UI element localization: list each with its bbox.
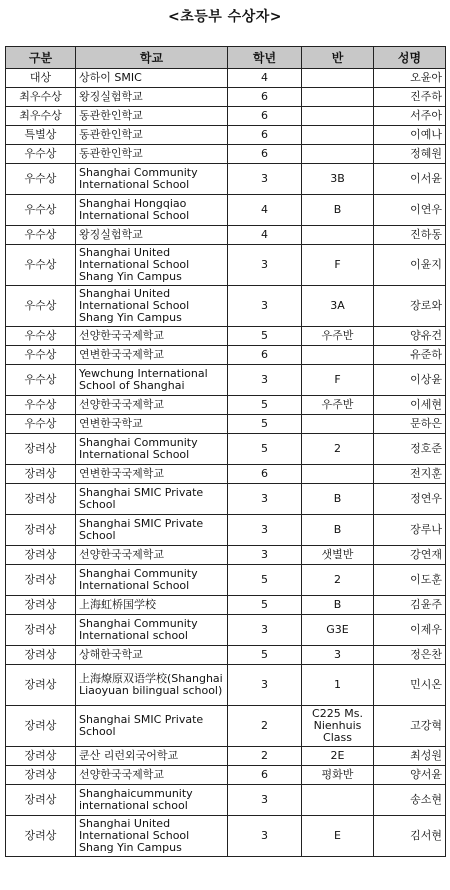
header-school: 학교 — [76, 47, 228, 69]
cell-school: 상하이 SMIC — [76, 69, 228, 88]
header-name: 성명 — [374, 47, 446, 69]
cell-school: Shanghai SMIC Private School — [76, 484, 228, 515]
cell-class — [302, 145, 374, 164]
cell-name: 양서윤 — [374, 766, 446, 785]
table-row — [6, 126, 446, 145]
cell-class — [302, 88, 374, 107]
cell-school: 왕징실험학교 — [76, 226, 228, 245]
cell-class: 우주반 — [302, 327, 374, 346]
table-row — [6, 164, 446, 195]
cell-grade: 6 — [228, 346, 302, 365]
cell-grade: 3 — [228, 286, 302, 327]
table-row — [6, 286, 446, 327]
cell-school: 쿤산 리런외국어학교 — [76, 747, 228, 766]
cell-award: 우수상 — [6, 195, 76, 226]
cell-name: 정호준 — [374, 434, 446, 465]
cell-class — [302, 785, 374, 816]
cell-class: B — [302, 515, 374, 546]
table-row — [6, 565, 446, 596]
cell-name: 서주아 — [374, 107, 446, 126]
cell-award: 장려상 — [6, 615, 76, 646]
cell-school: 선양한국국제학교 — [76, 546, 228, 565]
cell-award: 우수상 — [6, 286, 76, 327]
cell-school: 동관한인학교 — [76, 126, 228, 145]
table-row — [6, 434, 446, 465]
cell-school: 연변한국국제학교 — [76, 465, 228, 484]
cell-grade: 3 — [228, 245, 302, 286]
cell-award: 장려상 — [6, 665, 76, 706]
cell-school: 上海虹桥国学校 — [76, 596, 228, 615]
table-row — [6, 195, 446, 226]
cell-name: 오윤아 — [374, 69, 446, 88]
cell-school: Shanghai SMIC Private School — [76, 515, 228, 546]
cell-name: 이윤지 — [374, 245, 446, 286]
header-class: 반 — [302, 47, 374, 69]
table-row — [6, 816, 446, 857]
cell-class: F — [302, 365, 374, 396]
cell-name: 이서윤 — [374, 164, 446, 195]
cell-name: 장로와 — [374, 286, 446, 327]
table-row — [6, 785, 446, 816]
cell-class: F — [302, 245, 374, 286]
cell-class: B — [302, 195, 374, 226]
cell-name: 문하은 — [374, 415, 446, 434]
table-row — [6, 515, 446, 546]
cell-name: 고강혁 — [374, 706, 446, 747]
cell-class: 샛별반 — [302, 546, 374, 565]
cell-award: 최우수상 — [6, 107, 76, 126]
cell-grade: 3 — [228, 546, 302, 565]
cell-name: 정혜원 — [374, 145, 446, 164]
cell-name: 강연재 — [374, 546, 446, 565]
cell-name: 김윤주 — [374, 596, 446, 615]
cell-grade: 5 — [228, 327, 302, 346]
cell-grade: 3 — [228, 816, 302, 857]
cell-grade: 3 — [228, 164, 302, 195]
cell-grade: 3 — [228, 365, 302, 396]
cell-grade: 2 — [228, 747, 302, 766]
cell-name: 이세현 — [374, 396, 446, 415]
cell-grade: 3 — [228, 515, 302, 546]
cell-award: 대상 — [6, 69, 76, 88]
cell-grade: 4 — [228, 69, 302, 88]
cell-class — [302, 107, 374, 126]
cell-name: 송소현 — [374, 785, 446, 816]
cell-award: 우수상 — [6, 164, 76, 195]
cell-grade: 3 — [228, 665, 302, 706]
cell-class: 2 — [302, 434, 374, 465]
cell-name: 유준하 — [374, 346, 446, 365]
cell-name: 이도훈 — [374, 565, 446, 596]
table-row — [6, 615, 446, 646]
cell-school: 선양한국국제학교 — [76, 396, 228, 415]
cell-award: 우수상 — [6, 396, 76, 415]
winners-table — [5, 46, 446, 857]
cell-award: 장려상 — [6, 747, 76, 766]
cell-name: 김서현 — [374, 816, 446, 857]
cell-school: Shanghai Hongqiao International School — [76, 195, 228, 226]
cell-grade: 6 — [228, 766, 302, 785]
table-row — [6, 484, 446, 515]
cell-class: 우주반 — [302, 396, 374, 415]
table-row — [6, 226, 446, 245]
cell-school: Shanghai United International School Shang Yin Campus — [76, 816, 228, 857]
cell-class: 3B — [302, 164, 374, 195]
table-row — [6, 706, 446, 747]
cell-award: 우수상 — [6, 415, 76, 434]
cell-school: 선양한국국제학교 — [76, 327, 228, 346]
cell-school: 왕징실험학교 — [76, 88, 228, 107]
cell-school: Shanghai SMIC Private School — [76, 706, 228, 747]
cell-class — [302, 415, 374, 434]
cell-award: 장려상 — [6, 596, 76, 615]
cell-school: Shanghai United International School Shang Yin Campus — [76, 245, 228, 286]
table-row — [6, 346, 446, 365]
cell-award: 최우수상 — [6, 88, 76, 107]
cell-grade: 5 — [228, 565, 302, 596]
table-row — [6, 396, 446, 415]
cell-grade: 5 — [228, 646, 302, 665]
cell-grade: 6 — [228, 107, 302, 126]
cell-school: 동관한인학교 — [76, 107, 228, 126]
table-row — [6, 245, 446, 286]
cell-class: E — [302, 816, 374, 857]
cell-grade: 4 — [228, 226, 302, 245]
cell-class — [302, 226, 374, 245]
cell-award: 장려상 — [6, 766, 76, 785]
table-row — [6, 766, 446, 785]
cell-name: 정은찬 — [374, 646, 446, 665]
cell-award: 장려상 — [6, 434, 76, 465]
cell-school: Shanghai Community International School — [76, 434, 228, 465]
cell-class: 평화반 — [302, 766, 374, 785]
table-row — [6, 546, 446, 565]
cell-award: 우수상 — [6, 226, 76, 245]
cell-class — [302, 465, 374, 484]
cell-award: 우수상 — [6, 327, 76, 346]
cell-name: 장루나 — [374, 515, 446, 546]
table-row — [6, 365, 446, 396]
cell-award: 장려상 — [6, 646, 76, 665]
cell-school: 상해한국학교 — [76, 646, 228, 665]
cell-school: 연변한국학교 — [76, 415, 228, 434]
cell-class — [302, 69, 374, 88]
cell-grade: 3 — [228, 785, 302, 816]
cell-school: Shanghaicummunity international school — [76, 785, 228, 816]
cell-award: 장려상 — [6, 565, 76, 596]
cell-class: 3 — [302, 646, 374, 665]
cell-name: 진주하 — [374, 88, 446, 107]
cell-award: 장려상 — [6, 706, 76, 747]
cell-grade: 3 — [228, 615, 302, 646]
cell-class: 1 — [302, 665, 374, 706]
cell-award: 우수상 — [6, 245, 76, 286]
cell-award: 우수상 — [6, 145, 76, 164]
cell-school: Yewchung International School of Shanghai — [76, 365, 228, 396]
cell-name: 이제우 — [374, 615, 446, 646]
table-row — [6, 665, 446, 706]
cell-grade: 6 — [228, 145, 302, 164]
cell-school: Shanghai Community International school — [76, 615, 228, 646]
cell-grade: 6 — [228, 88, 302, 107]
header-grade: 학년 — [228, 47, 302, 69]
cell-grade: 5 — [228, 596, 302, 615]
table-row — [6, 465, 446, 484]
cell-name: 민시온 — [374, 665, 446, 706]
cell-class: G3E — [302, 615, 374, 646]
cell-name: 이연우 — [374, 195, 446, 226]
cell-grade: 6 — [228, 465, 302, 484]
cell-grade: 5 — [228, 415, 302, 434]
cell-award: 장려상 — [6, 465, 76, 484]
cell-award: 장려상 — [6, 546, 76, 565]
cell-grade: 4 — [228, 195, 302, 226]
cell-class: 2 — [302, 565, 374, 596]
cell-award: 우수상 — [6, 346, 76, 365]
cell-name: 진하동 — [374, 226, 446, 245]
cell-school: 연변한국국제학교 — [76, 346, 228, 365]
cell-school: Shanghai Community International School — [76, 565, 228, 596]
table-row — [6, 327, 446, 346]
cell-class: 3A — [302, 286, 374, 327]
cell-award: 장려상 — [6, 515, 76, 546]
table-row — [6, 69, 446, 88]
cell-name: 정연우 — [374, 484, 446, 515]
table-row — [6, 646, 446, 665]
page-title: <초등부 수상자> — [168, 9, 282, 25]
header-award: 구분 — [6, 47, 76, 69]
cell-grade: 5 — [228, 434, 302, 465]
cell-school: Shanghai United International School Shang Yin Campus — [76, 286, 228, 327]
cell-class: B — [302, 484, 374, 515]
cell-class — [302, 126, 374, 145]
cell-school: 선양한국국제학교 — [76, 766, 228, 785]
cell-name: 이예나 — [374, 126, 446, 145]
cell-class: 2E — [302, 747, 374, 766]
cell-class: B — [302, 596, 374, 615]
cell-award: 장려상 — [6, 785, 76, 816]
cell-school: Shanghai Community International School — [76, 164, 228, 195]
table-row — [6, 415, 446, 434]
table-header-row — [6, 47, 446, 69]
table-row — [6, 596, 446, 615]
table-row — [6, 88, 446, 107]
cell-name: 양유건 — [374, 327, 446, 346]
cell-grade: 6 — [228, 126, 302, 145]
cell-grade: 2 — [228, 706, 302, 747]
cell-school: 上海燎原双语学校(Shanghai Liaoyuan bilingual school) — [76, 665, 228, 706]
cell-school: 동관한인학교 — [76, 145, 228, 164]
cell-grade: 5 — [228, 396, 302, 415]
cell-grade: 3 — [228, 484, 302, 515]
table-row — [6, 107, 446, 126]
cell-award: 장려상 — [6, 484, 76, 515]
cell-class — [302, 346, 374, 365]
cell-name: 전지훈 — [374, 465, 446, 484]
table-row — [6, 145, 446, 164]
cell-award: 특별상 — [6, 126, 76, 145]
cell-award: 우수상 — [6, 365, 76, 396]
cell-award: 장려상 — [6, 816, 76, 857]
table-row — [6, 747, 446, 766]
cell-name: 최성원 — [374, 747, 446, 766]
cell-name: 이상윤 — [374, 365, 446, 396]
cell-class: C225 Ms. Nienhuis Class — [302, 706, 374, 747]
